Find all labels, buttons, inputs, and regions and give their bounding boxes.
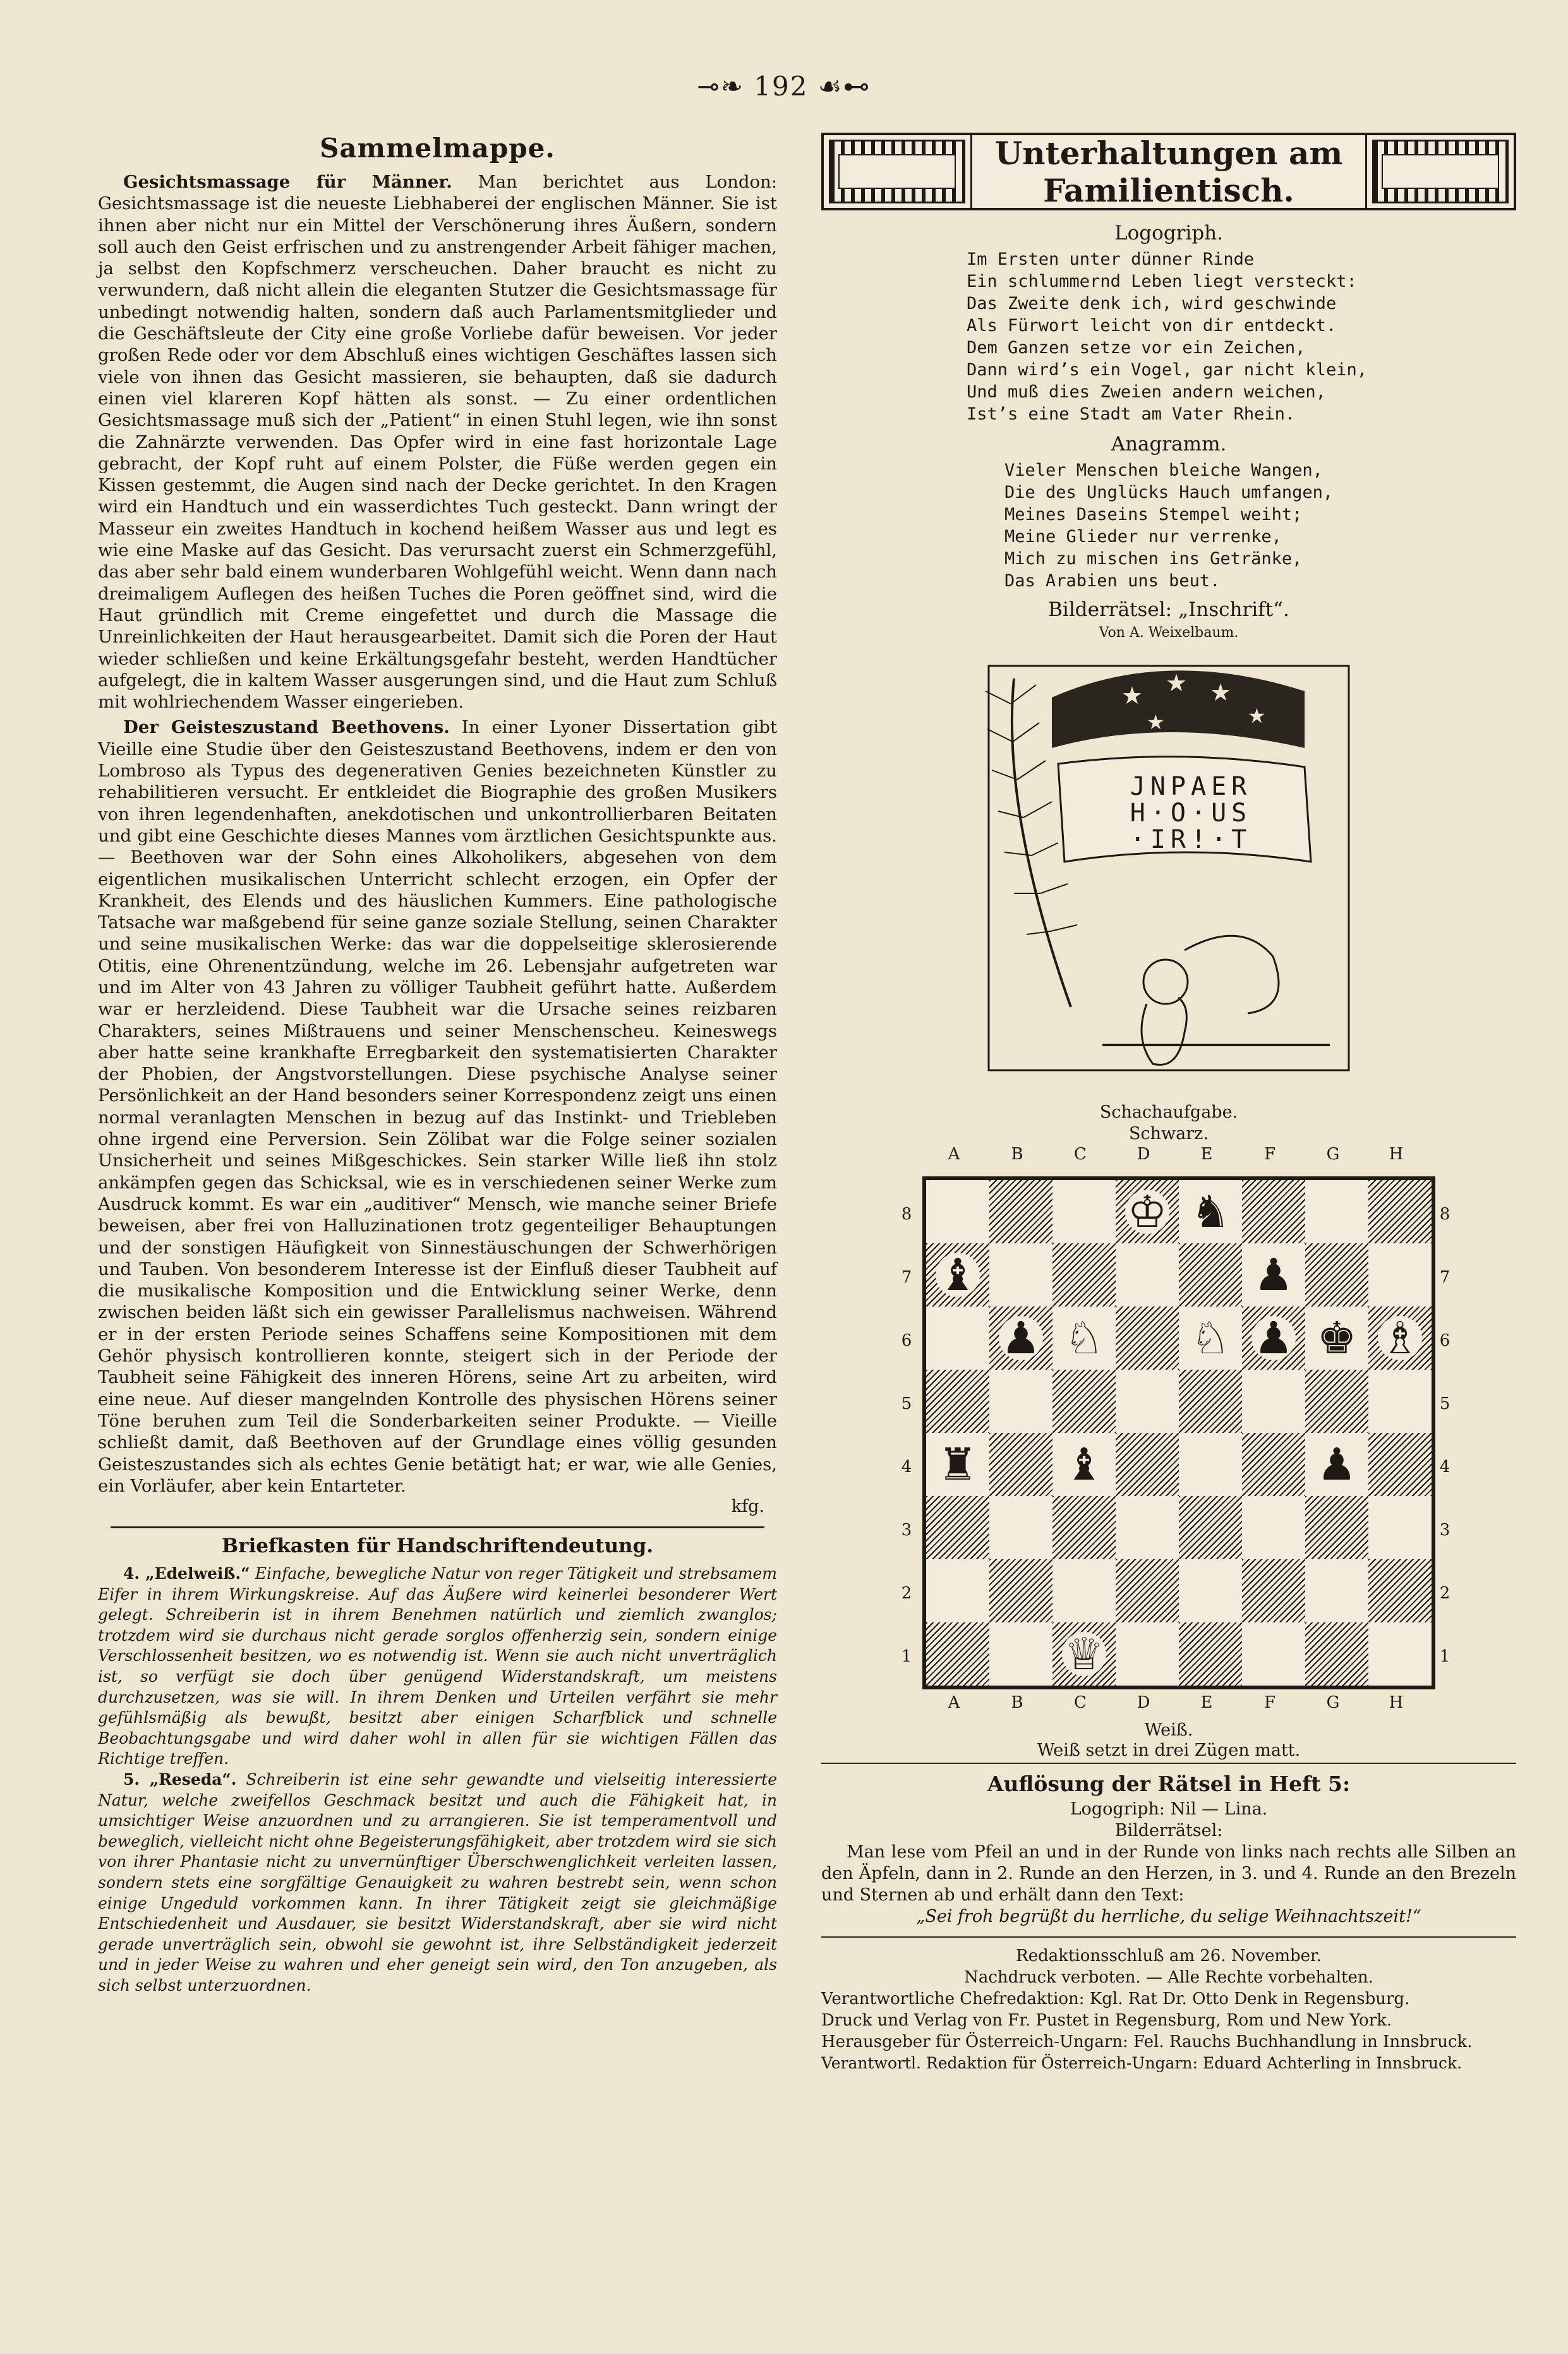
chess-square xyxy=(1052,1307,1116,1370)
file-label: E xyxy=(1200,1145,1213,1164)
rank-label: 5 xyxy=(901,1394,912,1413)
chess-square xyxy=(1305,1307,1368,1370)
file-label: G xyxy=(1326,1145,1340,1164)
chess-task: Weiß setzt in drei Zügen matt. xyxy=(1037,1741,1301,1760)
chess-square xyxy=(1052,1180,1116,1243)
anagramm-poem xyxy=(1004,459,1333,592)
chess-square xyxy=(989,1370,1052,1433)
svg-text:★: ★ xyxy=(1166,669,1188,697)
poem-line: Die des Unglücks Hauch umfangen, xyxy=(1004,483,1334,502)
solution-bilder-title: Bilderrätsel: xyxy=(1114,1821,1223,1840)
bilderraetsel-title: Bilderrätsel: „Inschrift“. xyxy=(1048,598,1289,621)
chess-square xyxy=(1305,1622,1368,1686)
rank-label: 8 xyxy=(1439,1205,1450,1224)
right-column xyxy=(821,133,1516,2074)
chess-black-label: Schwarz. xyxy=(1129,1124,1209,1144)
poem-line: Ist’s eine Stadt am Vater Rhein. xyxy=(967,404,1296,424)
chess-square xyxy=(989,1622,1052,1686)
inscription-line: H·O·US xyxy=(1130,799,1252,828)
chess-piece: ♟ xyxy=(1251,1316,1296,1360)
chess-square xyxy=(1368,1622,1432,1686)
solution-bilder-quote: „Sei froh begrüßt du herrliche, du selige Weihnachtszeit!“ xyxy=(916,1907,1421,1926)
chess-square xyxy=(1242,1180,1305,1243)
file-label: C xyxy=(1074,1145,1087,1164)
rank-label: 2 xyxy=(901,1584,912,1603)
chess-square xyxy=(1305,1559,1368,1622)
file-label: G xyxy=(1326,1693,1340,1712)
chess-piece: ♝ xyxy=(1064,1439,1104,1490)
chess-square xyxy=(1368,1559,1432,1622)
chess-square xyxy=(926,1622,989,1686)
solution-logogriph: Logogriph: Nil — Lina. xyxy=(1070,1799,1268,1819)
file-label: C xyxy=(1074,1693,1087,1712)
imprint-line: Druck und Verlag von Fr. Pustet in Regensburg, Rom und New York. xyxy=(821,2011,1392,2030)
chess-square xyxy=(1368,1243,1432,1307)
logogriph-poem xyxy=(967,248,1371,425)
header-title: Unterhaltungen am Familientisch. xyxy=(970,135,1367,208)
file-label: B xyxy=(1011,1145,1023,1164)
chess-piece: ♗ xyxy=(1378,1316,1423,1360)
poem-line: Ein schlummernd Leben liegt versteckt: xyxy=(967,272,1357,291)
chess-square xyxy=(989,1307,1052,1370)
chess-square xyxy=(1052,1243,1116,1307)
poem-line: Und muß dies Zweien andern weichen, xyxy=(967,382,1326,402)
chess-square xyxy=(1242,1307,1305,1370)
chess-square xyxy=(1179,1559,1242,1622)
divider xyxy=(821,1936,1516,1938)
file-label: A xyxy=(948,1145,960,1164)
rank-label: 1 xyxy=(901,1647,912,1666)
solution-bilder-text: Man lese vom Pfeil an und in der Runde von links nach rechts alle Silben an den Äpfeln, dann in 2. Runde an den Herzen, in 3. und 4. Runde an den Brezeln und Sternen ab und erhält dann den Text: xyxy=(821,1842,1516,1905)
chess-square xyxy=(926,1370,989,1433)
briefkasten-title: Briefkasten für Handschriftendeutung. xyxy=(221,1535,654,1558)
chess-square xyxy=(926,1243,989,1307)
chess-square xyxy=(1305,1370,1368,1433)
chess-square xyxy=(1368,1307,1432,1370)
svg-text:★: ★ xyxy=(1248,704,1266,728)
chess-square xyxy=(926,1307,989,1370)
chess-square xyxy=(1179,1370,1242,1433)
chess-piece: ♕ xyxy=(1062,1632,1107,1676)
rank-label: 8 xyxy=(901,1205,912,1224)
chess-white-label: Weiß. xyxy=(1144,1720,1193,1740)
rank-labels-right xyxy=(1435,1183,1454,1688)
poem-line: Dem Ganzen setze vor ein Zeichen, xyxy=(967,338,1306,358)
chess-square xyxy=(1052,1559,1116,1622)
page-number: 192 xyxy=(754,71,809,102)
chess-piece: ♝ xyxy=(936,1253,980,1297)
left-column xyxy=(98,133,777,1996)
article-text: In einer Lyoner Dissertation gibt Vieille eine Studie über den Geisteszustand Beethovens, indem er den von Lombroso als Typus des degenerativen Genies bezeichneten Künstler zu rehabilitieren versucht. Er entkleidet die Biographie des großen Musikers von ihren legendenhaften, anekdotischen und unkontrollierbaren Beitaten und gibt eine Geschichte dieses Mannes vom ärztlichen Gesichtspunkte aus. — Beethoven war der Sohn eines Alkoholikers, abgesehen von dem eigentlichen musikalischen Unterricht schlecht erzogen, ein Opfer der Krankheit, des Elends und des häuslichen Kummers. Eine pathologische Tatsache war maßgebend für seine ganze soziale Stellung, seinen Charakter und seine musikalischen Werke: das war die doppelseitige sklerosierende Otitis, eine Ohrenentzündung, welche im 26. Lebensjahr aufgetreten war und im Alter von 43 Jahren zu völliger Taubheit geführt hatte. Außerdem war er herzleidend. Diese Taubheit war die Ursache seines reizbaren Charakters, seines Mißtrauens und seiner Menschenscheu. Keineswegs aber hatte seine krankhafte Erregbarkeit den systematisierten Charakter der Phobien, der Angstvorstellungen. Diese psychische Analyse seiner Persönlichkeit an der Hand besonders seiner Korrespondenz zeigt uns einen normal veranlagten Menschen in bezug auf das Instinkt- und Triebleben ohne irgend eine Perversion. Sein Zölibat war die Folge seiner sozialen Unsicherheit und seines Mißgeschickes. Sein starker Wille ließ ihn stolz ankämpfen gegen das Schicksal, wie es in verschiedenen seiner Werke zum Ausdruck kommt. Es war ein „auditiver“ Mensch, wie manche seiner Briefe beweisen, aber frei von Halluzinationen trotz gegenteiliger Behauptungen und der sonstigen Häufigkeit von Sinnestäuschungen der Schwerhörigen und Tauben. Von besonderem Interesse ist der Einfluß dieser Taubheit auf die musikalische Komposition und die Entwicklung seiner Werke, denn zwischen beiden läßt sich ein gewisser Parallelismus nachweisen. Während er in der ersten Periode seines Schaffens seine Kompositionen mit dem Gehör physisch kontrollieren konnte, steigert sich in der Periode der Taubheit seine Fähigkeit des inneren Hörens, seine Art zu arbeiten, wird eine neue. Auf dieser mangelnden Kontrolle des physischen Hörens seiner Töne beruhen zum Teil die Sonderbarkeiten seiner Produkte. — Vieille schließt damit, daß Beethoven auf der Grundlage eines völlig gesunden Geisteszustandes sich als echtes Genie betätigt hat; er war, wie alle Genies, ein Vorläufer, aber kein Entarteter. xyxy=(98,717,777,1496)
rank-label: 4 xyxy=(1439,1458,1450,1476)
chess-piece: ♟ xyxy=(1317,1439,1357,1490)
rank-label: 4 xyxy=(901,1458,912,1476)
poem-line: Meine Glieder nur verrenke, xyxy=(1004,527,1282,546)
chess-square xyxy=(1116,1180,1179,1243)
solution-title: Auflösung der Rätsel in Heft 5: xyxy=(987,1772,1351,1796)
chess-square xyxy=(1052,1496,1116,1559)
poem-line: Das Zweite denk ich, wird geschwinde xyxy=(967,294,1337,313)
svg-text:★: ★ xyxy=(1121,682,1143,709)
rebus-inscription xyxy=(1068,773,1314,853)
rank-label: 7 xyxy=(1439,1268,1450,1287)
rank-label: 6 xyxy=(1439,1331,1450,1350)
file-label: F xyxy=(1263,1693,1276,1712)
svg-text:★: ★ xyxy=(1147,710,1165,734)
file-label: B xyxy=(1011,1693,1023,1712)
article-face-massage xyxy=(98,171,777,713)
chess-square xyxy=(989,1496,1052,1559)
article-signature: kfg. xyxy=(731,1497,764,1517)
chess-square xyxy=(926,1180,989,1243)
ornament-left: ⊸❧ xyxy=(697,71,754,102)
file-labels-top xyxy=(922,1145,1428,1164)
rebus-illustration xyxy=(976,653,1361,1096)
bilderraetsel-credit: Von A. Weixelbaum. xyxy=(1099,625,1239,641)
chess-square xyxy=(1116,1243,1179,1307)
poem-line: Mich zu mischen ins Getränke, xyxy=(1004,549,1303,569)
chess-square xyxy=(1242,1496,1305,1559)
poem-line: Im Ersten unter dünner Rinde xyxy=(967,250,1255,269)
file-labels-bottom xyxy=(922,1693,1428,1712)
chess-square xyxy=(1116,1559,1179,1622)
chess-piece: ♔ xyxy=(1125,1190,1170,1234)
imprint xyxy=(821,1945,1516,2074)
rank-label: 2 xyxy=(1439,1584,1450,1603)
poem-line: Vieler Menschen bleiche Wangen, xyxy=(1004,461,1323,480)
rank-label: 7 xyxy=(901,1268,912,1287)
chess-square xyxy=(1305,1496,1368,1559)
rank-label: 3 xyxy=(1439,1521,1450,1540)
section-header xyxy=(821,133,1516,210)
section-title: Sammelmappe. xyxy=(320,133,555,164)
ornament-panel-right xyxy=(1372,140,1509,203)
article-beethoven xyxy=(98,716,777,1497)
item-text: Schreiberin ist eine sehr gewandte und vielseitig interessierte Natur, welche zweifellos Geschmack besitzt und auch die Fähigkeit hat, in umsichtiger Weise anzuordnen und zu arrangieren. Sie ist temperamentvoll und beweglich, vielleicht nicht ohne Begeisterungsfähigkeit, aber trotzdem wird sie sich von ihrer Phantasie nicht zu unvernünftiger Überschwenglichkeit verleiten lassen, sondern stets eine sorgfältige Genauigkeit zu wahren bestrebt sein, wenn schon einige Ungeduld vorkommen kann. In ihrer Tätigkeit zeigt sie gleichmäßige Entschiedenheit und Ausdauer, sie besitzt Widerstandskraft, aber sie wird nicht gerade unverträglich sein, obwohl sie gewohnt ist, ihre Selbständigkeit jederzeit und in jeder Weise zu wahren und eher geneigt sein wird, den Ton anzugeben, als sich selbst unterzuordnen. xyxy=(98,1770,777,1995)
svg-text:★: ★ xyxy=(1210,679,1232,706)
divider xyxy=(821,1763,1516,1764)
chess-square xyxy=(1179,1496,1242,1559)
chess-square xyxy=(1179,1243,1242,1307)
imprint-line: Verantwortl. Redaktion für Österreich-Ungarn: Eduard Achterling in Innsbruck. xyxy=(821,2054,1462,2072)
chess-square xyxy=(1368,1180,1432,1243)
inscription-line: JNPAER xyxy=(1130,772,1252,801)
item-label: 4. „Edelweiß.“ xyxy=(123,1564,250,1583)
chess-square xyxy=(1368,1496,1432,1559)
chess-square xyxy=(1116,1496,1179,1559)
rank-label: 5 xyxy=(1439,1394,1450,1413)
imprint-line: Herausgeber für Österreich-Ungarn: Fel. Rauchs Buchhandlung in Innsbruck. xyxy=(821,2032,1473,2051)
chess-square xyxy=(1242,1433,1305,1496)
briefkasten-item-4 xyxy=(98,1564,777,1770)
poem-line: Dann wird’s ein Vogel, gar nicht klein, xyxy=(967,360,1367,380)
poem-line: Als Fürwort leicht von dir entdeckt. xyxy=(967,316,1337,335)
chess-square xyxy=(989,1433,1052,1496)
chess-square xyxy=(1052,1433,1116,1496)
inscription-line: ·IR!·T xyxy=(1130,825,1252,854)
rank-labels-left xyxy=(897,1183,916,1688)
chess-square xyxy=(1116,1370,1179,1433)
chess-square xyxy=(1368,1433,1432,1496)
file-label: H xyxy=(1389,1693,1404,1712)
anagramm-title: Anagramm. xyxy=(1111,433,1227,456)
rank-label: 1 xyxy=(1439,1647,1450,1666)
chess-square xyxy=(1052,1622,1116,1686)
article-heading: Gesichtsmassage für Männer. xyxy=(123,172,452,192)
chess-diagram xyxy=(897,1145,1450,1760)
chess-square xyxy=(1368,1370,1432,1433)
chess-piece: ♚ xyxy=(1317,1312,1357,1364)
item-text: Einfache, bewegliche Natur von reger Tätigkeit und strebsamem Eifer in ihrem Wirkungskreise. Auf das Äußere wird keinerlei besonderer Wert gelegt. Schreiberin ist in ihrem Benehmen natürlich und ziemlich zwanglos; trotzdem wird sie durchaus nicht gerade sorglos offenherzig sein, sondern einige Verschlossenheit besitzen, wo es notwendig ist. Wenn sie auch nicht unverträglich ist, so verfügt sie doch über genügend Widerstandskraft, um meistens durchzusetzen, was sie will. In ihrem Denken und Urteilen verfährt sie mehr gefühlsmäßig als bewußt, besitzt aber einigen Scharfblick und schnelle Beobachtungsgabe und wird daher wohl in allen für sie wichtigen Fällen das Richtige treffen. xyxy=(98,1564,777,1768)
chess-square xyxy=(1242,1622,1305,1686)
chess-square xyxy=(989,1243,1052,1307)
rebus-drawing xyxy=(976,653,1361,1096)
chess-square xyxy=(926,1496,989,1559)
chess-square xyxy=(1242,1559,1305,1622)
page-number-line xyxy=(0,71,1568,102)
chess-square xyxy=(1242,1243,1305,1307)
poem-line: Das Arabien uns beut. xyxy=(1004,571,1221,591)
imprint-line: Redaktionsschluß am 26. November. xyxy=(1016,1947,1322,1965)
chess-square xyxy=(1242,1370,1305,1433)
chess-square xyxy=(1052,1370,1116,1433)
imprint-line: Verantwortliche Chefredaktion: Kgl. Rat Dr. Otto Denk in Regensburg. xyxy=(821,1989,1410,2008)
chess-square xyxy=(1305,1180,1368,1243)
item-label: 5. „Reseda“. xyxy=(123,1770,237,1789)
chess-square xyxy=(1179,1180,1242,1243)
briefkasten-item-5 xyxy=(98,1770,777,1996)
article-text: Man berichtet aus London: Gesichtsmassage ist die neueste Liebhaberei der englischen Männer. Sie ist ihnen aber nicht nur ein Mittel der Verschönerung ihres Äußern, sondern soll auch den Geist erfrischen und zu anstrengender Arbeit fähiger machen, ja selbst den Kopfschmerz verscheuchen. Daher braucht es nicht zu verwundern, daß nicht allein die eleganten Stutzer die Gesichtsmassage für unbedingt notwendig halten, sondern daß auch Parlamentsmitglieder und die Geschäftsleute der City eine große Vorliebe dafür beweisen. Vor jeder großen Rede oder vor dem Abschluß eines wichtigen Geschäftes lassen sich viele von ihnen das Gesicht massieren, sie behaupten, daß sie dadurch einen viel klareren Kopf hätten als sonst. — Zu einer ordentlichen Gesichtsmassage muß sich der „Patient“ in einen Stuhl legen, wie ihn sonst die Zahnärzte verwenden. Das Opfer wird in eine fast horizontale Lage gebracht, der Kopf ruht auf einem Polster, die Füße werden gegen ein Kissen gestemmt, die Augen sind nach der Decke gerichtet. In den Kragen wird ein Handtuch und ein wasserdichtes Tuch gesteckt. Dann wringt der Masseur ein zweites Handtuch in kochend heißem Wasser aus und legt es wie eine Maske auf das Gesicht. Das verursacht zuerst ein Schmerzgefühl, das aber sehr bald einem wunderbaren Wohlgefühl weicht. Wenn dann nach dreimaligem Auflegen des heißen Tuches die Poren geöffnet sind, wird die Haut gründlich mit Creme eingefettet und durch die Massage die Unreinlichkeiten der Haut herausgearbeitet. Damit sich die Poren der Haut wieder schließen und keine Erkältungsgefahr besteht, werden Handtücher aufgelegt, die in kaltem Wasser ausgerungen sind, und die Haut zum Schluß mit wohlriechendem Wasser eingerieben. xyxy=(98,172,777,713)
imprint-line: Nachdruck verboten. — Alle Rechte vorbehalten. xyxy=(964,1968,1373,1987)
chess-square xyxy=(1116,1622,1179,1686)
divider xyxy=(111,1526,764,1528)
chess-square xyxy=(1305,1243,1368,1307)
file-label: H xyxy=(1389,1145,1404,1164)
article-heading: Der Geisteszustand Beethovens. xyxy=(123,717,450,738)
poem-line: Meines Daseins Stempel weiht; xyxy=(1004,505,1303,524)
file-label: D xyxy=(1137,1693,1150,1712)
logogriph-title: Logogriph. xyxy=(1114,222,1223,244)
rank-label: 6 xyxy=(901,1331,912,1350)
chess-square xyxy=(926,1559,989,1622)
ornament-right: ☙⊷ xyxy=(808,71,871,102)
ornament-panel-left xyxy=(829,140,965,203)
file-label: D xyxy=(1137,1145,1150,1164)
file-label: F xyxy=(1263,1145,1276,1164)
chess-piece: ♘ xyxy=(1190,1312,1231,1364)
chess-square xyxy=(926,1433,989,1496)
chess-square xyxy=(1179,1307,1242,1370)
chess-square xyxy=(1179,1622,1242,1686)
chess-square xyxy=(1116,1307,1179,1370)
file-label: E xyxy=(1200,1693,1213,1712)
chess-square xyxy=(989,1180,1052,1243)
chess-square xyxy=(989,1559,1052,1622)
rank-label: 3 xyxy=(901,1521,912,1540)
chess-title: Schachaufgabe. xyxy=(1099,1102,1238,1122)
chess-piece: ♜ xyxy=(938,1439,978,1490)
file-label: A xyxy=(948,1693,960,1712)
chess-piece: ♘ xyxy=(1064,1312,1104,1364)
chess-square xyxy=(1179,1433,1242,1496)
chess-square xyxy=(1116,1433,1179,1496)
chess-piece: ♞ xyxy=(1190,1186,1231,1238)
chess-square xyxy=(1305,1433,1368,1496)
chess-piece: ♟ xyxy=(999,1316,1044,1360)
chess-piece: ♟ xyxy=(1253,1249,1294,1301)
chess-board xyxy=(922,1176,1435,1689)
